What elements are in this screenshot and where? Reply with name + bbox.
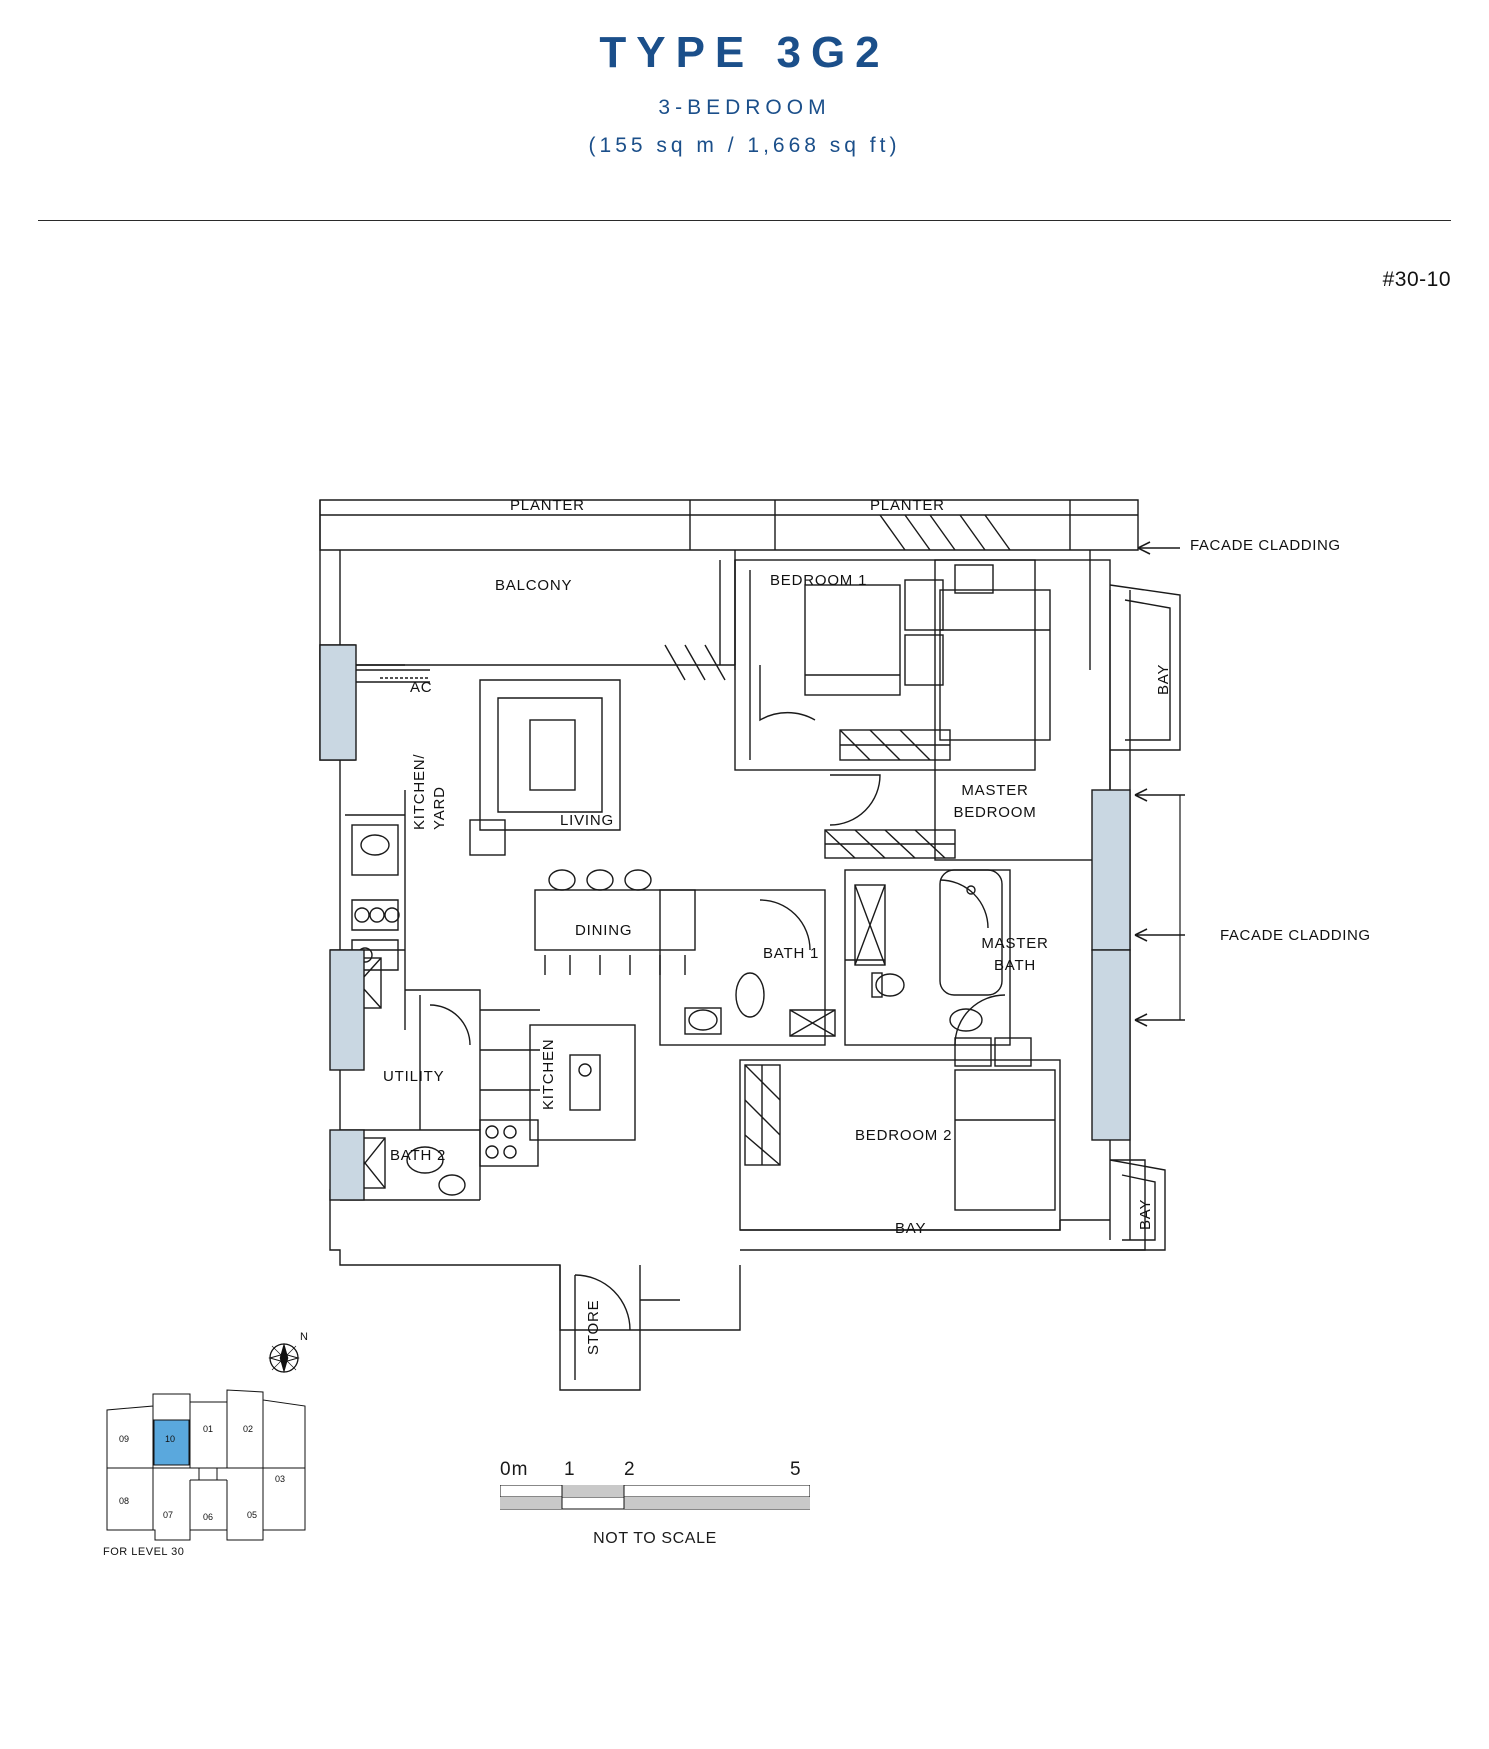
keyplan-unit-01: 01 [203, 1424, 214, 1434]
scale-tick-labels [500, 1455, 830, 1481]
label-master-bath-line2: BATH [993, 957, 1037, 974]
scale-tick-5: 5 [790, 1459, 802, 1480]
page-header [0, 0, 1489, 158]
annotation-facade-cladding-top: FACADE CLADDING [1190, 537, 1341, 554]
keyplan-unit-09: 09 [119, 1434, 130, 1444]
key-plan [95, 1380, 325, 1610]
label-ac: AC [410, 679, 433, 696]
label-store: STORE [585, 1299, 602, 1355]
label-bay-top: BAY [1155, 663, 1172, 695]
label-living: LIVING [560, 812, 614, 829]
page-title: TYPE 3G2 [599, 28, 890, 77]
keyplan-unit-05: 05 [247, 1510, 258, 1520]
scale-graphic [500, 1485, 810, 1513]
page-area: (155 sq m / 1,668 sq ft) [588, 134, 901, 157]
label-planter-right: PLANTER [870, 497, 945, 514]
annotation-facade-cladding-right: FACADE CLADDING [1220, 927, 1371, 944]
label-kitchen-yard-2: YARD [431, 786, 448, 830]
label-planter-left: PLANTER [510, 497, 585, 514]
label-balcony: BALCONY [495, 577, 573, 594]
label-bath-1: BATH 1 [763, 945, 820, 962]
scale-tick-1: 1 [564, 1459, 576, 1480]
keyplan-unit-02: 02 [243, 1424, 254, 1434]
scale-tick-0: 0m [500, 1459, 529, 1480]
scale-bar [500, 1455, 830, 1548]
label-bath-2: BATH 2 [390, 1147, 447, 1164]
keyplan-unit-10: 10 [165, 1434, 176, 1444]
keyplan-unit-08: 08 [119, 1496, 130, 1506]
label-master-bath-line1: MASTER [981, 935, 1049, 952]
page-subtitle: 3-BEDROOM [658, 96, 831, 119]
label-bay-bottom: BAY [895, 1220, 927, 1237]
keyplan-unit-03: 03 [275, 1474, 286, 1484]
keyplan-caption: FOR LEVEL 30 [103, 1546, 185, 1558]
compass-north-label: N [300, 1331, 308, 1343]
label-kitchen-yard-1: KITCHEN/ [411, 753, 428, 830]
label-bedroom-2: BEDROOM 2 [855, 1127, 953, 1144]
keyplan-unit-07: 07 [163, 1510, 174, 1520]
scale-caption: NOT TO SCALE [593, 1530, 717, 1547]
label-master-bedroom-line1: MASTER [961, 782, 1029, 799]
label-utility: UTILITY [383, 1068, 445, 1085]
label-bay-bottom-right: BAY [1137, 1198, 1154, 1230]
keyplan-unit-06: 06 [203, 1512, 214, 1522]
label-master-bedroom-line2: BEDROOM [953, 804, 1037, 821]
unit-number: #30-10 [1382, 268, 1451, 291]
label-bedroom-1: BEDROOM 1 [770, 572, 868, 589]
scale-tick-2: 2 [624, 1459, 636, 1480]
label-dining: DINING [575, 922, 633, 939]
header-divider [38, 220, 1451, 221]
label-kitchen: KITCHEN [540, 1038, 557, 1110]
